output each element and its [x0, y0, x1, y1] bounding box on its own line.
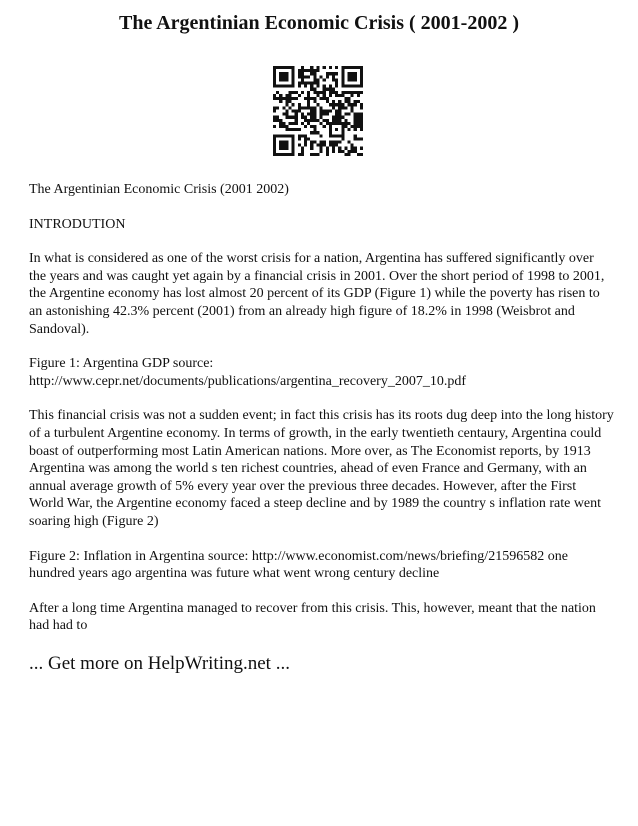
section-heading: INTRODUTION — [29, 216, 126, 232]
document-body — [29, 181, 614, 693]
figure-1-caption: Figure 1: Argentina GDP source: http://www.cepr.net/documents/publications/argentina_recovery_2007_10.pdf — [29, 356, 467, 389]
body-paragraph-3: After a long time Argentina managed to recover from this crisis. This, however, meant that the nation had had to — [29, 600, 596, 634]
document-title: The Argentinian Economic Crisis ( 2001-2002 ) — [119, 12, 519, 34]
body-paragraph-2: This financial crisis was not a sudden event; in fact this crisis has its roots dug deep into the long history of a turbulent Argentine economy. In terms of growth, in the early twentieth centaury, Argentina could boast of outperforming most Latin American nations. More over, as The Economist reports, by 1913 Argentina was among the world s ten richest countries, ahead of even France and Germany, with an annual average growth of 5% every year over the previous three decades. However, after the First World War, the Argentine economy faced a steep decline and by 1989 the country s inflation rate went soaring high (Figure 2) — [29, 408, 614, 529]
document-subtitle: The Argentinian Economic Crisis (2001 2002) — [29, 182, 289, 197]
figure-2-caption: Figure 2: Inflation in Argentina source: http://www.economist.com/news/briefing/21596582 one hundred years ago argentina was future what went wrong century decline — [29, 548, 568, 582]
body-paragraph-1: In what is considered as one of the worst crisis for a nation, Argentina has suffered significantly over the years and was caught yet again by a financial crisis in 2001. Over the short period of 1998 to 2001, the Argentine economy has lost almost 20 percent of its GDP (Figure 1) while the poverty has risen to an astonishing 42.3% percent (2001) from an already high figure of 18.2% in 1998 (Weisbrot and Sandoval). — [29, 251, 605, 337]
qr-code-graphic — [273, 66, 363, 156]
more-link[interactable]: ... Get more on HelpWriting.net ... — [29, 652, 290, 674]
qr-code-icon — [273, 66, 363, 156]
